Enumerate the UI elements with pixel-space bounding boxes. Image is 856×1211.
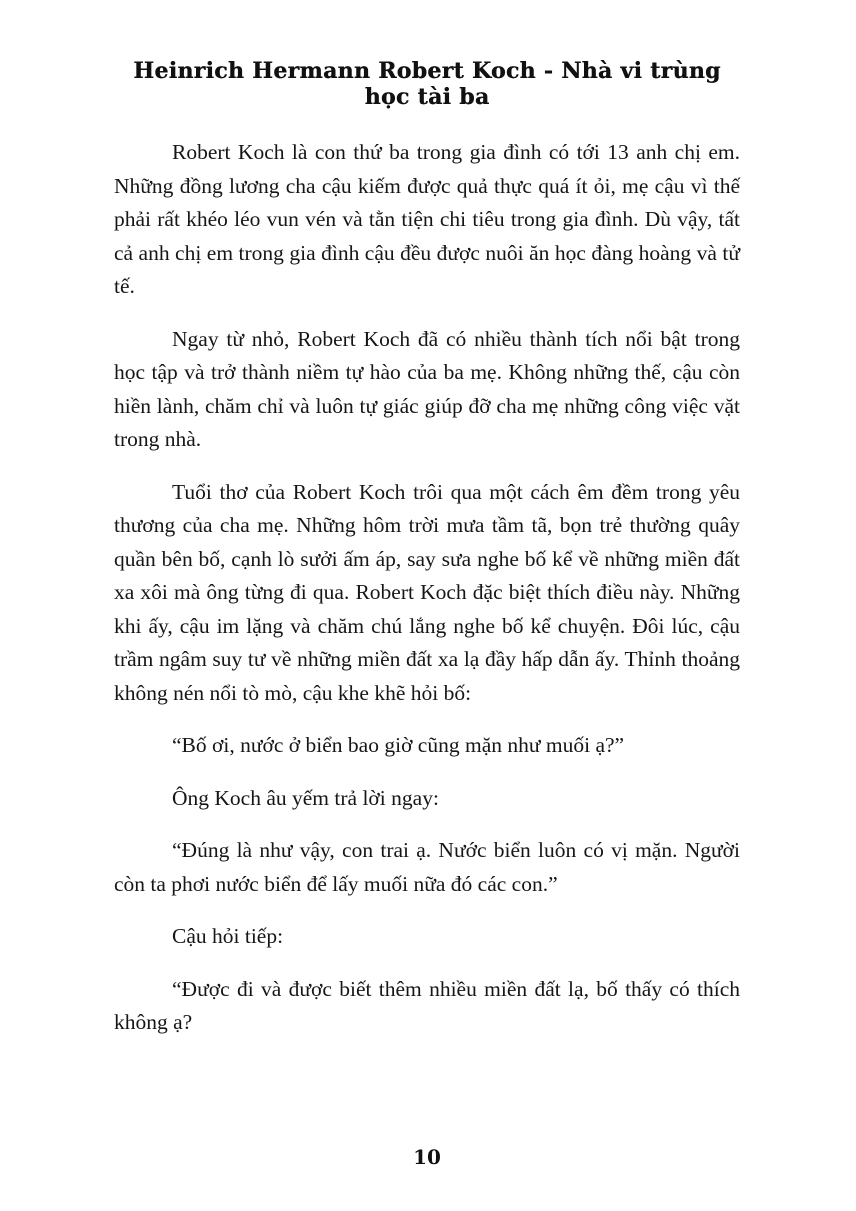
- paragraph: Robert Koch là con thứ ba trong gia đình có tới 13 anh chị em. Những đồng lương cha cậu kiếm được quả thực quá ít ỏi, mẹ cậu vì thế phải rất khéo léo vun vén và tằn tiện chi tiêu trong gia đình. Dù vậy, tất cả anh chị em trong gia đình cậu đều được nuôi ăn học đàng hoàng và tử tế.: [114, 140, 740, 298]
- paragraph: Ngay từ nhỏ, Robert Koch đã có nhiều thành tích nổi bật trong học tập và trở thành niềm tự hào của ba mẹ. Không những thế, cậu còn hiền lành, chăm chỉ và luôn tự giác giúp đỡ cha mẹ những công việc vặt trong nhà.: [114, 326, 740, 451]
- paragraph: Ông Koch âu yếm trả lời ngay:: [172, 785, 439, 810]
- page-number: 10: [413, 1145, 441, 1169]
- page-header-title: Heinrich Hermann Robert Koch - Nhà vi trùng học tài ba: [133, 58, 721, 110]
- paragraph: “Được đi và được biết thêm nhiều miền đất lạ, bố thấy có thích không ạ?: [114, 976, 740, 1034]
- paragraph: “Bố ơi, nước ở biển bao giờ cũng mặn như muối ạ?”: [172, 733, 625, 757]
- paragraph: Cậu hỏi tiếp:: [172, 924, 284, 948]
- paragraph: “Đúng là như vậy, con trai ạ. Nước biển luôn có vị mặn. Người còn ta phơi nước biển để lấy muối nữa đó các con.”: [114, 838, 740, 896]
- paragraph: Tuổi thơ của Robert Koch trôi qua một cách êm đềm trong yêu thương của cha mẹ. Những hôm trời mưa tầm tã, bọn trẻ thường quây quần bên bố, cạnh lò sưởi ấm áp, say sưa nghe bố kể về những miền đất xa xôi mà ông từng đi qua. Robert Koch đặc biệt thích điều này. Những khi ấy, cậu im lặng và chăm chú lắng nghe bố kể chuyện. Đôi lúc, cậu trầm ngâm suy tư về những miền đất xa lạ đầy hấp dẫn ấy. Thỉnh thoảng không nén nổi tò mò, cậu khe khẽ hỏi bố:: [114, 479, 740, 705]
- page-body: [114, 136, 740, 1145]
